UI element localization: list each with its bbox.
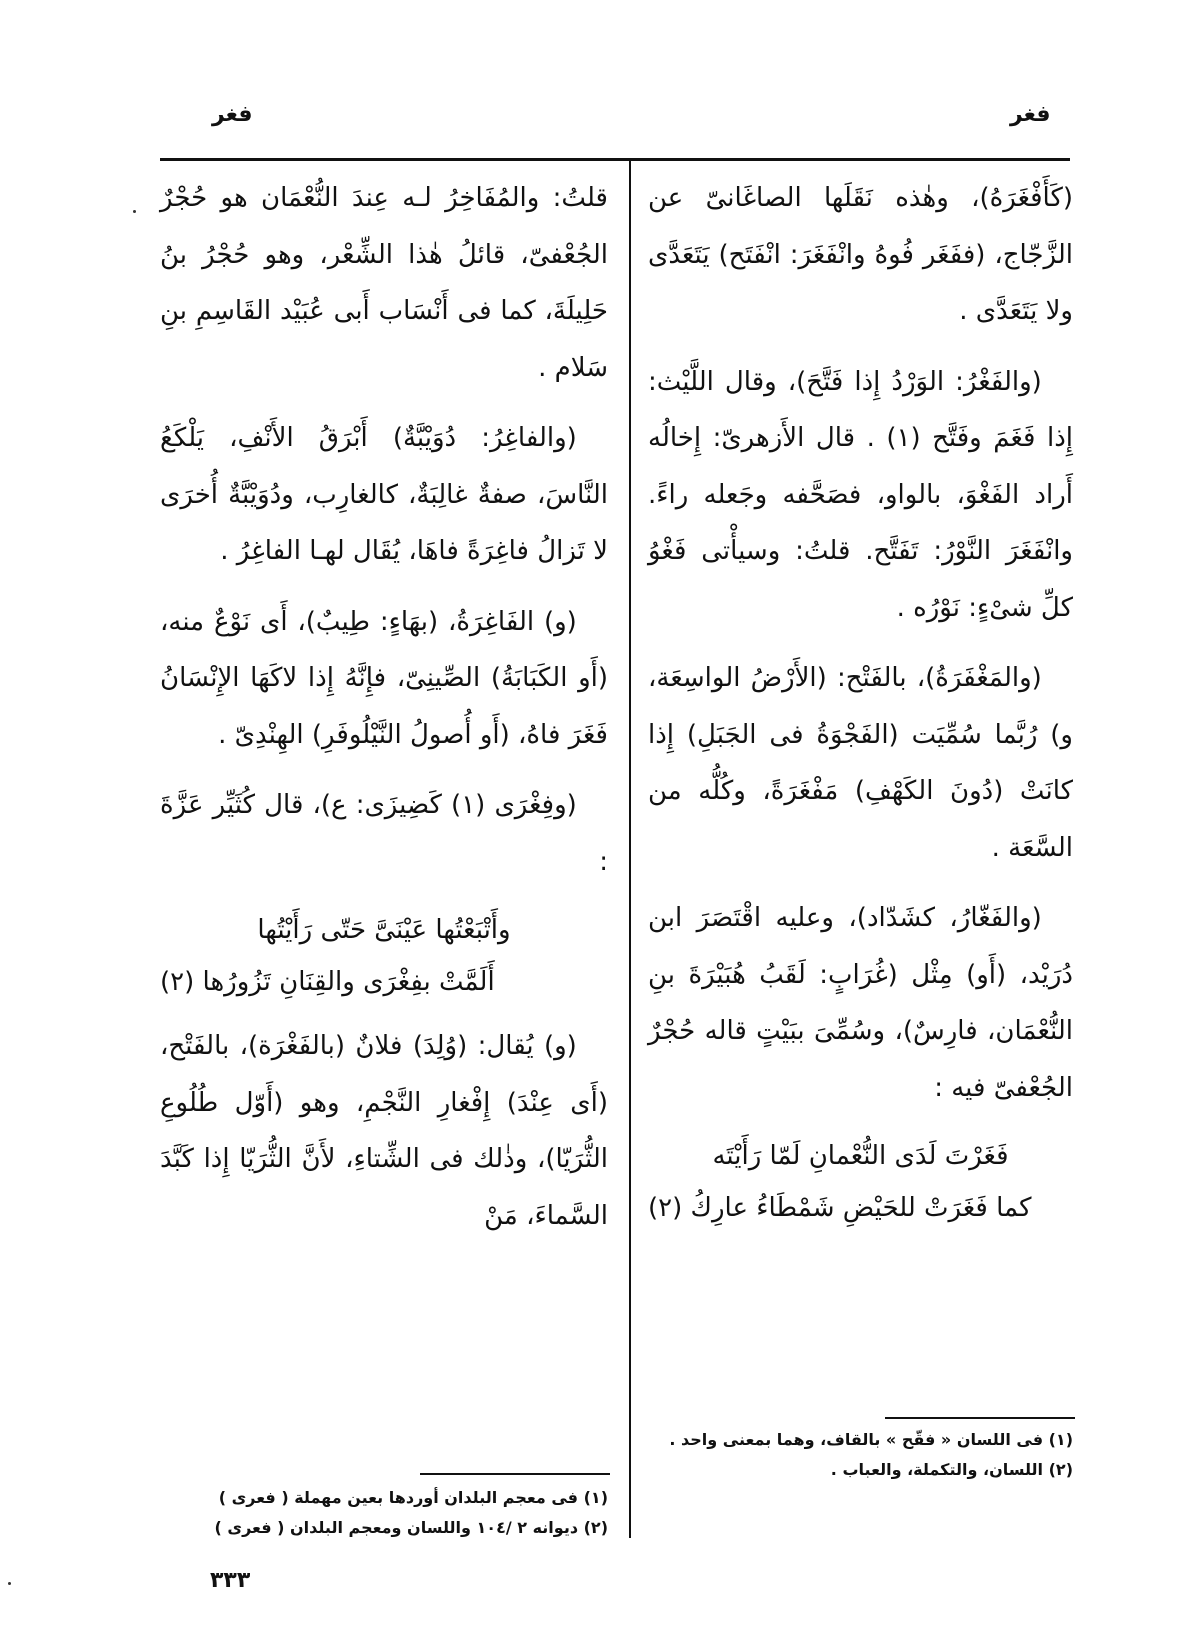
verse-first-hemistich: فَغَرْتَ لَدَى النُّعْمانِ لَمّا رَأَيْتَه bbox=[712, 1141, 1009, 1171]
verse-first-hemistich: وأَتْبَعْتُها عَيْنَىَّ حَتّى رَأَيْتُها bbox=[257, 915, 511, 945]
paragraph: (والفَغْرُ: الوَرْدُ إِذا فَتَّحَ)، وقال اللَّيْث: إِذا فَغَمَ وفَتَّح (١) . قال الأَزهرىّ: إِخالُه أَراد الفَغْوَ، بالواو، فصَحَّفه وجَعله راءً. وانْفَغَرَ النَّوْرُ: تَفَتَّح. قلتُ: وسيأْتى فَغْوُ كلِّ شىْءٍ: نَوْرُه . bbox=[648, 366, 1073, 623]
scan-speck bbox=[8, 1582, 11, 1585]
paragraph: (والمَغْفَرَةُ)، بالفَتْح: (الأَرْضُ الواسِعَة، و) رُبَّما سُمِّيَت (الفَجْوَةُ فى الجَبَلِ) إِذا كانَتْ (دُونَ الكَهْفِ) مَفْغَرَةً، وكُلُّه من السَّعَة . bbox=[648, 663, 1073, 863]
header-word-left: فغر bbox=[212, 102, 253, 127]
verse-second-hemistich: أَلَمَّتْ بفِغْرَى والقِنَانِ تَزُورُها (٢) bbox=[160, 967, 495, 997]
paragraph: (والفَغّارُ، كشَدّاد)، وعليه اقْتَصَرَ ابن دُرَيْد، (أَو) مِثْل (غُرَابٍ: لَقَبُ هُبَيْرَةَ بنِ النُّعْمَان، فارِسٌ)، وسُمِّىَ ببَيْتٍ قاله حُجْرٌ الجُعْفىّ فيه : bbox=[648, 903, 1073, 1103]
verse-second-hemistich: كما فَغَرَتْ للحَيْضِ شَمْطَاءُ عارِكُ (٢) bbox=[648, 1193, 1032, 1223]
left-column bbox=[160, 170, 608, 1258]
paragraph: (و) يُقال: (وُلِدَ) فلانٌ (بالفَغْرَة)، بالفَتْح، (أَى عِنْدَ) إِفْغارِ النَّجْمِ، وهو (أَوّل طُلُوعِ الثُّرَيّا)، وذٰلك فى الشِّتاءِ، لأَنَّ الثُّرَيّا إِذا كَبَّدَ السَّماءَ، مَنْ bbox=[160, 1031, 608, 1231]
footnotes-left bbox=[160, 1483, 608, 1543]
scan-speck bbox=[133, 210, 136, 213]
paragraph: (والفاغِرُ: دُوَيْبَّةٌ) أَبْرَقُ الأَنْفِ، يَلْكَعُ النَّاسَ، صفةٌ غالِبَةٌ، كالغارِب، ودُوَيْبَّةٌ أُخرَى لا تَزالُ فاغِرَةً فاهَا، يُقَال لهـا الفاغِرُ . bbox=[160, 423, 608, 566]
footnote: (١) فى معجم البلدان أوردها بعين مهملة ( فعرى ) bbox=[218, 1488, 608, 1507]
top-rule bbox=[160, 158, 1070, 161]
header-word-right: فغر bbox=[1010, 102, 1051, 127]
footnote: (١) فى اللسان « فقّح » بالقاف، وهما بمعنى واحد . bbox=[669, 1430, 1073, 1449]
right-column bbox=[648, 170, 1073, 1244]
footnote: (٢) اللسان، والتكملة، والعباب . bbox=[830, 1460, 1073, 1479]
footnote: (٢) ديوانه ٢ /١٠٤ واللسان ومعجم البلدان ( فعرى ) bbox=[214, 1518, 608, 1537]
footnote-rule-right bbox=[885, 1417, 1075, 1419]
paragraph: (وفِغْرَى (١) كَضِيزَى: ع)، قال كُثَيِّر عَزَّةَ : bbox=[160, 790, 608, 877]
footnote-rule-left bbox=[420, 1473, 610, 1475]
paragraph: (و) الفَاغِرَةُ، (بهَاءٍ: طِيبٌ)، أَى نَوْعٌ منه، (أَو الكَبَابَةُ) الصِّينِىّ، فإِنَّهُ إِذا لاكَهَا الإِنْسَانُ فَغَرَ فاهُ، (أَو أُصولُ النَّيْلُوفَرِ) الهِنْدِىّ . bbox=[160, 606, 608, 750]
paragraph: قلتُ: والمُفَاخِرُ لـه عِندَ النُّعْمَان هو حُجْرٌ الجُعْفىّ، قائلُ هٰذا الشِّعْر، وهو حُجْرُ بنُ حَلِيلَةَ، كما فى أَنْسَاب أَبى عُبَيْد القَاسِمِ بنِ سَلام . bbox=[160, 183, 608, 383]
footnotes-right bbox=[648, 1425, 1073, 1485]
page-number: ٣٣٣ bbox=[210, 1568, 251, 1593]
column-divider bbox=[629, 158, 631, 1538]
paragraph: (كَأَفْغَرَهُ)، وهٰذه نَقَلَها الصاغَانىّ عن الزَّجّاج، (ففَغَر فُوهُ وانْفَغَرَ: انْفَتَح) يَتَعَدَّى ولا يَتَعَدَّى . bbox=[648, 183, 1073, 326]
